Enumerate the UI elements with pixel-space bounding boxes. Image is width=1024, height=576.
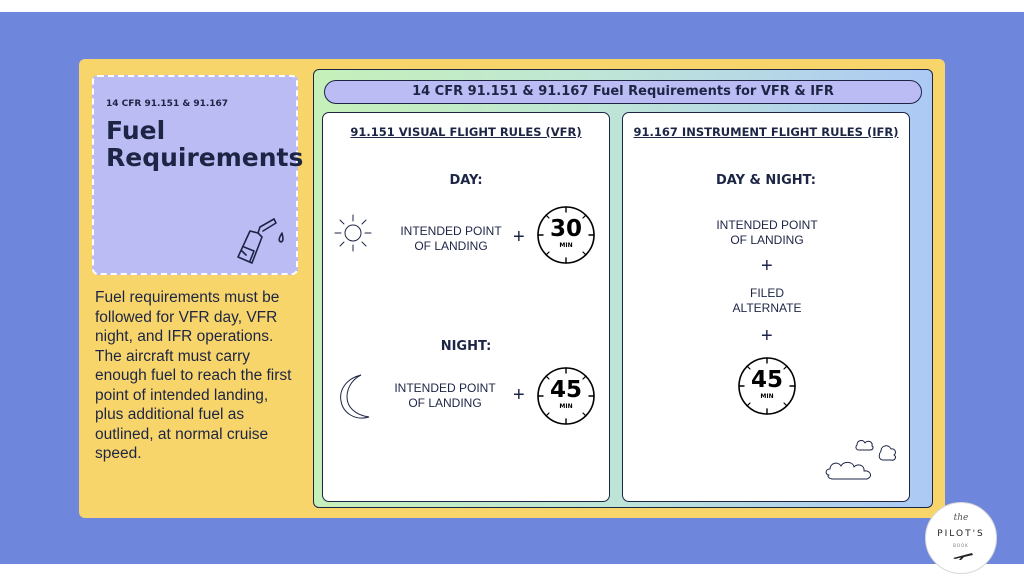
description-text: Fuel requirements must be followed for VFR day, VFR night, and IFR operations. The aircraft must carry enough fuel to reach the first point of intended landing, plus additional fuel as outlined, at normal cruise speed. bbox=[95, 289, 292, 462]
ifr-timer bbox=[736, 355, 798, 417]
ifr-destination-line-1: INTENDED POINT bbox=[716, 218, 818, 232]
page-title-line-2: Requirements bbox=[106, 143, 304, 172]
vfr-day-timer bbox=[535, 204, 597, 266]
vfr-column bbox=[322, 112, 610, 502]
sun-icon bbox=[333, 213, 373, 253]
moon-icon bbox=[333, 371, 373, 423]
vfr-day-label: DAY: bbox=[449, 173, 483, 188]
ifr-day-night-label: DAY & NIGHT: bbox=[715, 173, 817, 188]
page-title-line-1: Fuel bbox=[106, 116, 166, 145]
vfr-day-destination bbox=[381, 224, 521, 254]
ifr-minutes: 45 bbox=[750, 367, 783, 393]
panel-banner: 14 CFR 91.151 & 91.167 Fuel Requirements for VFR & IFR bbox=[324, 80, 922, 104]
vfr-night-label: NIGHT: bbox=[440, 339, 492, 354]
vfr-heading: 91.151 VISUAL FLIGHT RULES (VFR) bbox=[350, 125, 582, 139]
vfr-day-minutes-unit: MIN bbox=[559, 242, 573, 249]
vfr-day-destination-line-1: INTENDED POINT bbox=[400, 224, 502, 238]
ifr-destination-line-2: OF LANDING bbox=[730, 233, 804, 247]
content-card bbox=[79, 59, 945, 518]
vfr-night-destination-line-1: INTENDED POINT bbox=[394, 381, 496, 395]
vfr-night-destination-line-2: OF LANDING bbox=[408, 396, 482, 410]
ifr-destination bbox=[697, 218, 837, 248]
pilots-book-logo bbox=[925, 502, 997, 574]
slide-background bbox=[0, 12, 1024, 564]
vfr-night-minutes-unit: MIN bbox=[559, 403, 573, 410]
ifr-alternate-line-1: FILED bbox=[749, 286, 784, 300]
fuel-nozzle-icon bbox=[230, 211, 290, 269]
ifr-minutes-unit: MIN bbox=[760, 393, 774, 400]
ifr-alternate bbox=[697, 286, 837, 316]
vfr-day-plus: + bbox=[513, 226, 525, 248]
ifr-plus-1: + bbox=[761, 255, 773, 277]
ifr-plus-2: + bbox=[761, 325, 773, 347]
vfr-night-destination bbox=[375, 381, 515, 411]
clouds-icon bbox=[823, 435, 905, 485]
vfr-night-minutes: 45 bbox=[549, 377, 582, 403]
airplane-icon bbox=[952, 551, 974, 561]
vfr-night-timer bbox=[535, 365, 597, 427]
ifr-heading: 91.167 INSTRUMENT FLIGHT RULES (IFR) bbox=[633, 125, 899, 139]
vfr-day-minutes: 30 bbox=[549, 216, 582, 242]
regulation-reference: 14 CFR 91.151 & 91.167 bbox=[106, 99, 229, 109]
ifr-column bbox=[622, 112, 910, 502]
title-card bbox=[92, 75, 304, 275]
page-title bbox=[106, 116, 304, 172]
logo-script-text: the bbox=[953, 513, 969, 523]
vfr-day-destination-line-2: OF LANDING bbox=[414, 239, 488, 253]
logo-sub-text: BOOK bbox=[953, 543, 969, 548]
logo-main-text: PILOT'S bbox=[937, 529, 985, 539]
ifr-alternate-line-2: ALTERNATE bbox=[732, 301, 802, 315]
vfr-night-plus: + bbox=[513, 384, 525, 406]
requirements-panel bbox=[313, 69, 933, 508]
